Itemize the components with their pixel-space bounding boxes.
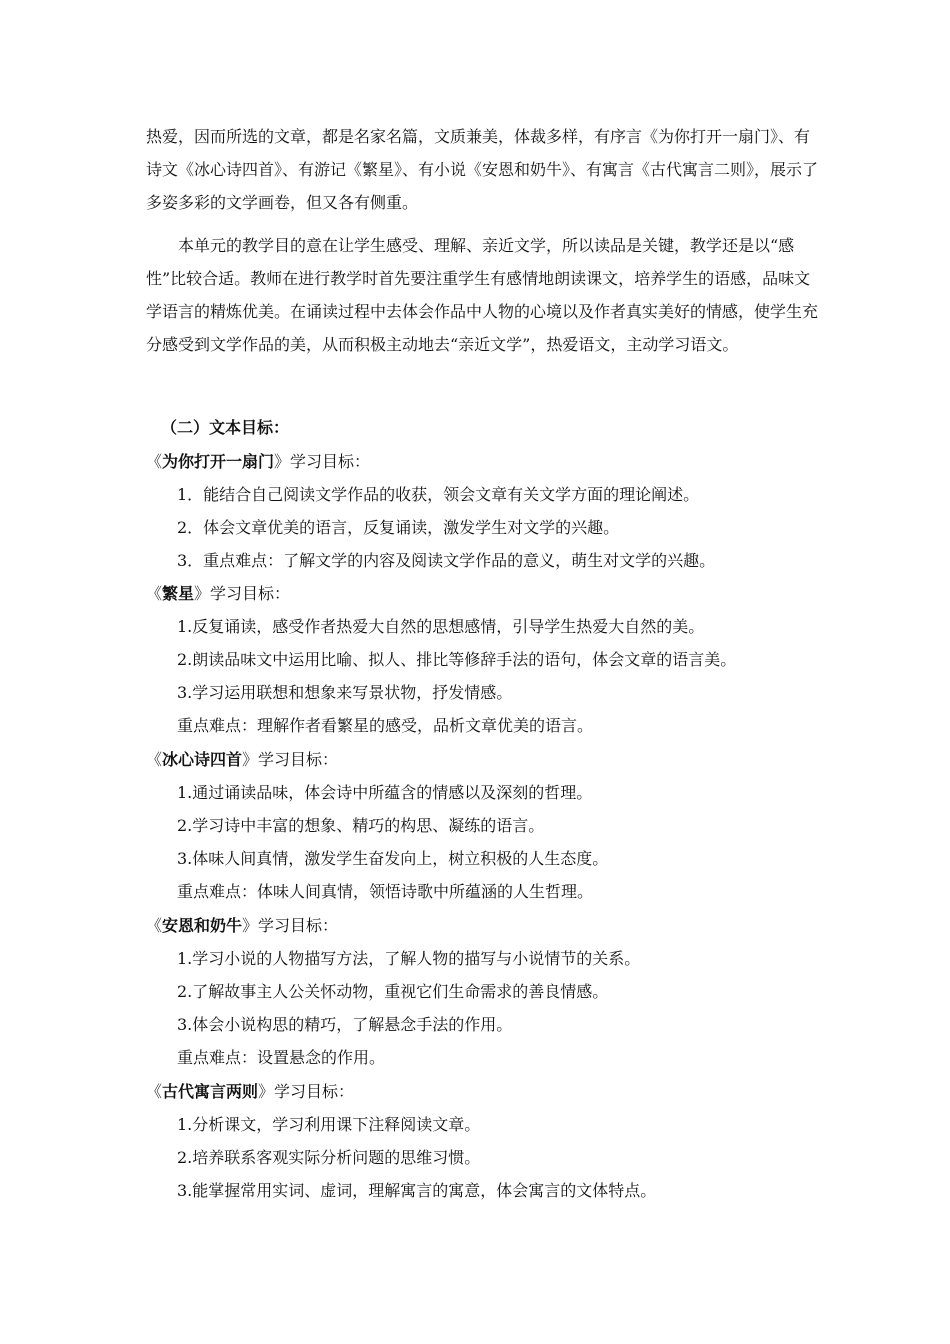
list-item: 重点难点：理解作者看繁星的感受，品析文章优美的语言。	[177, 716, 594, 735]
teaching-goal-paragraph: 本单元的教学目的意在让学生感受、理解、亲近文学，所以读品是关键，教学还是以“感性”比较合适。教师在进行教学时首先要注重学生有感情地朗读课文，培养学生的语感，品味文学语言的精炼优美。在诵读过程中去体会作品中人物的心境以及作者真实美好的情感，使学生充分感受到文学作品的美，从而积极主动地去“亲近文学”，热爱语文，主动学习语文。	[146, 236, 819, 354]
list-item: 3.体味人间真情，激发学生奋发向上，树立积极的人生态度。	[177, 849, 609, 868]
intro-paragraph: 热爱，因而所选的文章，都是名家名篇，文质兼美，体裁多样，有序言《为你打开一扇门》、有诗文《冰心诗四首》、有游记《繁星》、有小说《安恩和奶牛》、有寓言《古代寓言二则》，展示了多姿多彩的文学画卷，但又各有侧重。	[146, 127, 819, 212]
list-item: 3．重点难点：了解文学的内容及阅读文学作品的意义，萌生对文学的兴趣。	[177, 551, 716, 570]
list-item: 1.学习小说的人物描写方法，了解人物的描写与小说情节的关系。	[177, 949, 641, 968]
list-item: 2.学习诗中丰富的想象、精巧的构思、凝练的语言。	[177, 816, 545, 835]
list-item: 2.培养联系客观实际分析问题的思维习惯。	[177, 1148, 481, 1167]
list-item: 重点难点：体味人间真情，领悟诗歌中所蕴涵的人生哲理。	[177, 882, 594, 901]
lesson-title: 安恩和奶牛	[162, 916, 243, 935]
list-item: 1.通过诵读品味，体会诗中所蕴含的情感以及深刻的哲理。	[177, 783, 593, 802]
list-item: 2.了解故事主人公关怀动物，重视它们生命需求的善良情感。	[177, 982, 609, 1001]
lesson-heading: 《繁星》学习目标：	[146, 584, 291, 603]
lesson-title: 古代寓言两则	[162, 1082, 259, 1101]
list-item: 3.学习运用联想和想象来写景状物，抒发情感。	[177, 683, 513, 702]
lesson-title: 繁星	[162, 584, 195, 603]
lesson-heading: 《为你打开一扇门》学习目标：	[146, 452, 371, 471]
lesson-heading: 《古代寓言两则》学习目标：	[146, 1082, 355, 1101]
list-item: 3.能掌握常用实词、虚词，理解寓言的寓意，体会寓言的文体特点。	[177, 1181, 657, 1200]
list-item: 重点难点：设置悬念的作用。	[177, 1048, 386, 1067]
list-item: 2.朗读品味文中运用比喻、拟人、排比等修辞手法的语句，体会文章的语言美。	[177, 650, 737, 669]
list-item: 3.体会小说构思的精巧，了解悬念手法的作用。	[177, 1015, 513, 1034]
lesson-heading: 《冰心诗四首》学习目标：	[146, 750, 339, 769]
lesson-title: 冰心诗四首	[162, 750, 243, 769]
section-heading: （二）文本目标：	[161, 418, 290, 437]
list-item: 1.反复诵读，感受作者热爱大自然的思想感情，引导学生热爱大自然的美。	[177, 617, 705, 636]
lesson-title: 为你打开一扇门	[162, 452, 275, 471]
lesson-heading: 《安恩和奶牛》学习目标：	[146, 916, 339, 935]
list-item: 2．体会文章优美的语言，反复诵读，激发学生对文学的兴趣。	[177, 518, 620, 537]
list-item: 1．能结合自己阅读文学作品的收获，领会文章有关文学方面的理论阐述。	[177, 485, 700, 504]
list-item: 1.分析课文，学习利用课下注释阅读文章。	[177, 1115, 481, 1134]
